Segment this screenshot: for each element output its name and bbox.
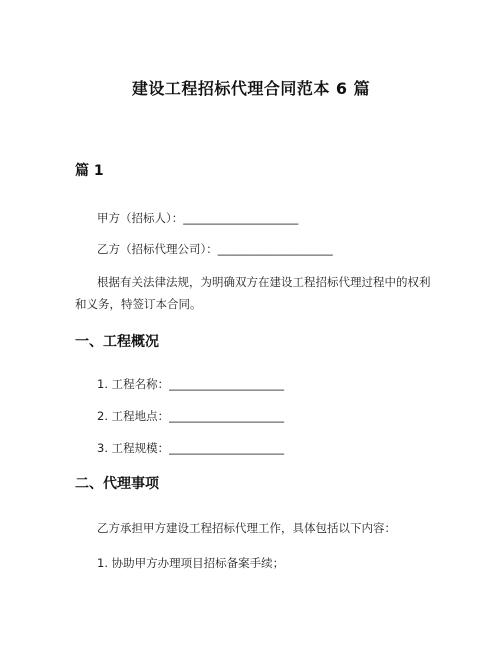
list-item-project-name: 1. 工程名称：____________________ <box>97 377 285 391</box>
list-item-project-location: 2. 工程地点：____________________ <box>97 409 285 423</box>
section-heading-project-overview: 一、工程概况 <box>75 334 159 350</box>
party-a-line: 甲方（招标人）：____________________ <box>97 211 299 225</box>
list-item-filing-procedures: 1. 协助甲方办理项目招标备案手续； <box>97 556 285 570</box>
intro-paragraph: 根据有关法律法规，为明确双方在建设工程招标代理过程中的权利和义务，特签订本合同。 <box>75 275 431 311</box>
part-heading: 篇 1 <box>75 163 104 179</box>
party-b-line: 乙方（招标代理公司）：____________________ <box>97 242 333 256</box>
agency-intro-text: 乙方承担甲方建设工程招标代理工作，具体包括以下内容： <box>97 521 396 535</box>
list-item-project-scale: 3. 工程规模：____________________ <box>97 441 285 455</box>
section-heading-agency-matters: 二、代理事项 <box>75 476 159 492</box>
document-title: 建设工程招标代理合同范本 6 篇 <box>131 79 371 98</box>
